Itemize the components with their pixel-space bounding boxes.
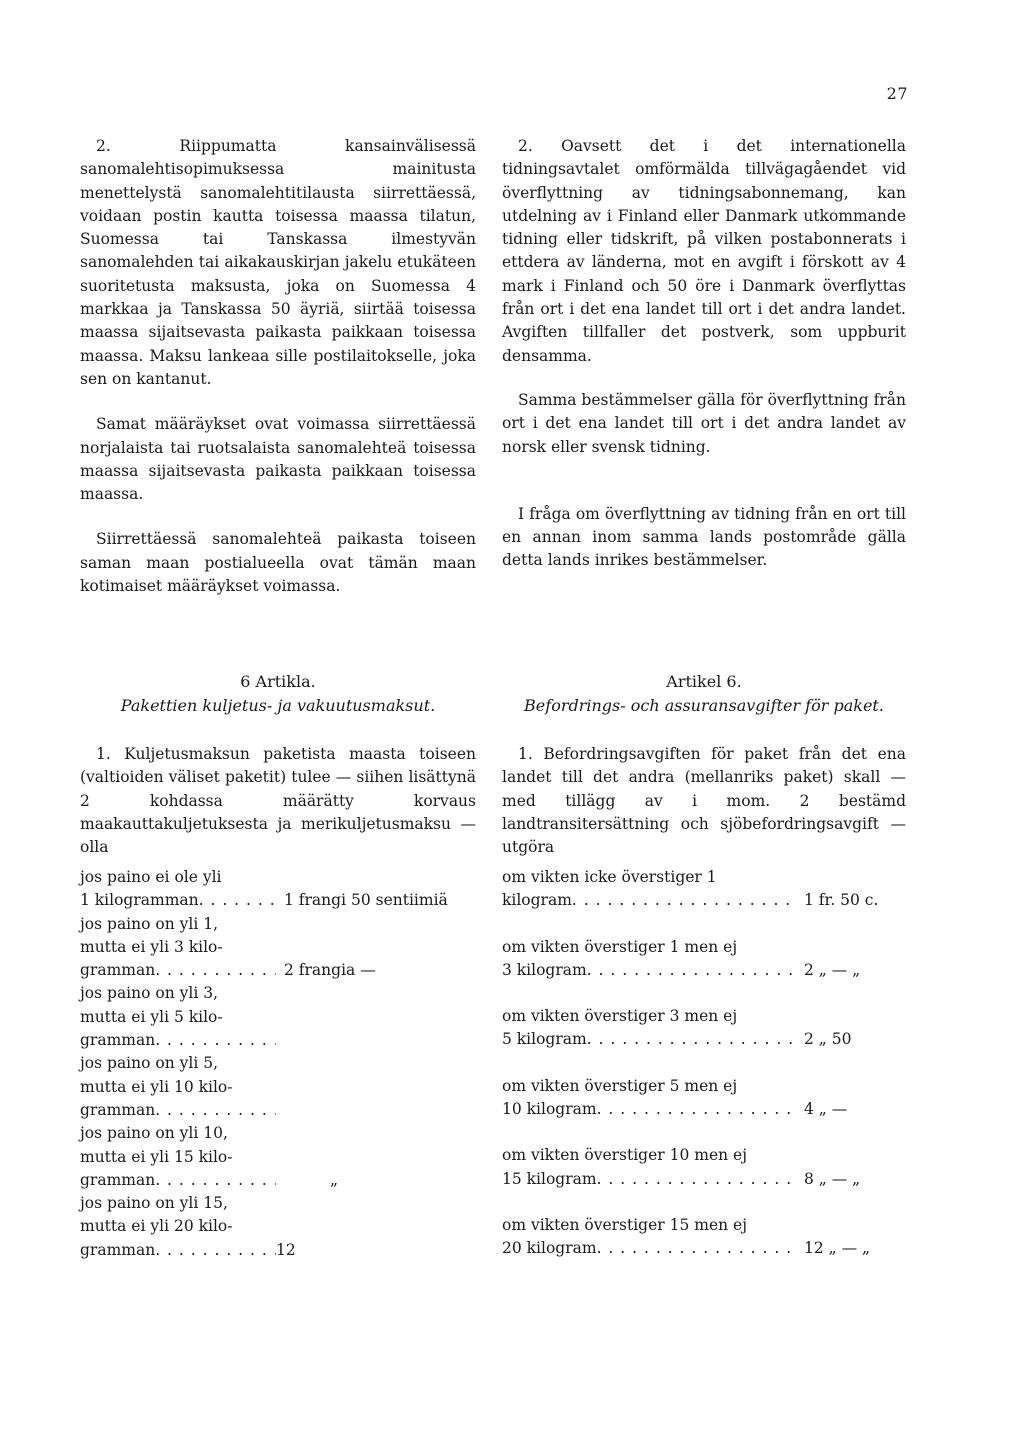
row-condition: jos paino on yli 3, bbox=[80, 984, 219, 1003]
row-condition: mutta ei yli 3 kilo- bbox=[80, 937, 223, 956]
table-row bbox=[80, 982, 476, 1052]
leader-dots bbox=[155, 959, 276, 982]
row-weight: 1 kilogramman bbox=[80, 891, 199, 910]
finnish-article-subtitle: Pakettien kuljetus- ja vakuutusmaksut. bbox=[120, 696, 436, 715]
row-condition: om vikten överstiger 1 men ej bbox=[502, 937, 738, 956]
table-row bbox=[502, 1214, 906, 1261]
table-row bbox=[80, 866, 476, 913]
finnish-tariff-intro-text: 1. Kuljetusmaksun paketista maasta toiseen (valtioiden väliset paketit) tulee — siihen lisättynä 2 kohdassa määrätty korvaus maakauttakuljetuksesta ja merikuljetusmaksu — olla bbox=[80, 745, 476, 857]
row-weight: 10 kilogram bbox=[502, 1100, 597, 1119]
leader-dots bbox=[597, 1168, 798, 1191]
leader-dots bbox=[199, 889, 276, 912]
row-weight: gramman bbox=[80, 1100, 156, 1119]
row-amount: 4 „ — bbox=[804, 1100, 848, 1119]
swedish-tariff-intro-text: 1. Befordringsavgiften för paket från det ena landet till det andra (mellanriks paket) skall — med tillägg av i mom. 2 bestämd landtransitersättning och sjöbefordringsavgift — utgöra bbox=[502, 745, 906, 857]
row-condition: om vikten icke överstiger 1 bbox=[502, 868, 717, 886]
row-condition: om vikten överstiger 3 men ej bbox=[502, 1007, 738, 1026]
row-weight: gramman bbox=[80, 961, 156, 980]
row-weight: 15 kilogram bbox=[502, 1169, 597, 1188]
table-row bbox=[80, 1192, 476, 1262]
row-condition: jos paino on yli 5, bbox=[80, 1054, 219, 1073]
row-weight: gramman bbox=[80, 1240, 156, 1259]
leader-dots bbox=[572, 889, 798, 912]
leader-dots bbox=[155, 1029, 276, 1052]
row-amount: 12 „ — „ bbox=[804, 1239, 871, 1258]
finnish-article-title: 6 Artikla. bbox=[240, 672, 316, 691]
table-row bbox=[80, 913, 476, 983]
row-weight: 3 kilogram bbox=[502, 960, 587, 979]
table-row bbox=[502, 866, 906, 913]
row-amount: „ bbox=[330, 1170, 339, 1189]
finnish-paragraph-3: Siirrettäessä sanomalehteä paikasta toiseen saman maan postialueella ovat tämän maan kotimaiset määräykset voimassa. bbox=[80, 530, 476, 596]
row-condition: jos paino on yli 15, bbox=[80, 1194, 228, 1213]
swedish-paragraph-2: Samma bestämmelser gälla för överflyttning från ort i det ena landet till ort i det andra landet av norsk eller svensk tidning. bbox=[502, 390, 906, 456]
row-weight: 20 kilogram bbox=[502, 1239, 597, 1258]
swedish-article-subtitle: Befordrings- och assuransavgifter för paket. bbox=[524, 696, 884, 715]
swedish-tariff-table bbox=[502, 866, 906, 1261]
leader-dots bbox=[587, 1028, 798, 1051]
table-row bbox=[80, 1052, 476, 1122]
swedish-paragraph-1: 2. Oavsett det i det internationella tidningsavtalet omförmälda tillvägagåendet vid överflyttning av tidningsabonnemang, kan utdelning av i Finland eller Danmark utkommande tidning eller tidskrift, på vilken postabonnerats i ettdera av länderna, mot en avgift i förskott av 4 mark i Finland och 50 öre i Danmark överflyttas från ort i det ena landet till ort i det andra landet. Avgiften tillfaller det postverk, som uppburit densamma. bbox=[502, 137, 906, 365]
row-weight: gramman bbox=[80, 1031, 156, 1050]
row-amount: 2 „ 50 bbox=[804, 1030, 852, 1049]
row-condition: jos paino on yli 10, bbox=[80, 1124, 228, 1143]
table-row bbox=[502, 1075, 906, 1122]
row-amount: 8 „ — „ bbox=[804, 1169, 861, 1188]
row-weight: gramman bbox=[80, 1170, 156, 1189]
finnish-paragraph-1: 2. Riippumatta kansainvälisessä sanomalehtisopimuksessa mainitusta menettelystä sanomalehtitilausta siirrettäessä, voidaan postin kautta toisessa maassa tilatun, Suomessa tai Tanskassa ilmestyvän sanomalehden tai aikakauskirjan jakelu etukäteen suoritetusta maksusta, joka on Suomessa 4 markkaa ja Tanskassa 50 äyriä, siirtää toisessa maassa sijaitsevasta paikasta paikkaan toisessa maassa. Maksu lankeaa sille postilaitokselle, joka sen on kantanut. bbox=[80, 137, 476, 388]
row-condition: mutta ei yli 15 kilo- bbox=[80, 1147, 233, 1166]
leader-dots bbox=[597, 1098, 798, 1121]
leader-dots bbox=[155, 1239, 276, 1262]
row-condition: om vikten överstiger 5 men ej bbox=[502, 1076, 738, 1095]
row-amount: 1 fr. 50 c. bbox=[804, 891, 879, 910]
leader-dots bbox=[155, 1169, 276, 1192]
finnish-tariff-intro bbox=[80, 743, 476, 859]
finnish-paragraph-2: Samat määräykset ovat voimassa siirrettäessä norjalaista tai ruotsalaista sanomalehteä toisessa maassa sijaitsevasta paikasta paikkaan toisessa maassa. bbox=[80, 415, 476, 504]
row-condition: om vikten överstiger 10 men ej bbox=[502, 1146, 748, 1165]
row-weight: 5 kilogram bbox=[502, 1030, 587, 1049]
row-weight: kilogram bbox=[502, 891, 572, 910]
swedish-column bbox=[502, 135, 906, 573]
swedish-paragraph-3: I fråga om överflyttning av tidning från en ort till en annan inom samma lands postområde gälla detta lands inrikes bestämmelser. bbox=[502, 504, 906, 570]
swedish-article-title: Artikel 6. bbox=[666, 672, 742, 691]
table-row bbox=[502, 936, 906, 983]
table-row bbox=[502, 1005, 906, 1052]
leader-dots bbox=[597, 1237, 798, 1260]
page-number: 27 bbox=[886, 84, 908, 103]
table-row bbox=[502, 1144, 906, 1191]
leader-dots bbox=[587, 959, 798, 982]
row-condition: jos paino ei ole yli bbox=[80, 868, 222, 886]
row-condition: mutta ei yli 5 kilo- bbox=[80, 1007, 223, 1026]
leader-dots bbox=[155, 1099, 276, 1122]
table-row bbox=[80, 1122, 476, 1192]
row-condition: jos paino on yli 1, bbox=[80, 914, 219, 933]
finnish-column bbox=[80, 135, 476, 598]
swedish-article-heading bbox=[502, 669, 906, 718]
row-amount: 1 frangi 50 sentiimiä bbox=[284, 891, 448, 910]
row-condition: mutta ei yli 10 kilo- bbox=[80, 1077, 233, 1096]
finnish-tariff-table bbox=[80, 866, 476, 1262]
row-amount: 2 frangia — bbox=[284, 961, 376, 980]
row-condition: mutta ei yli 20 kilo- bbox=[80, 1217, 233, 1236]
row-amount: 2 „ — „ bbox=[804, 960, 861, 979]
row-condition: om vikten överstiger 15 men ej bbox=[502, 1215, 748, 1234]
row-amount: 12 bbox=[276, 1240, 296, 1259]
finnish-article-heading bbox=[80, 669, 476, 718]
swedish-tariff-intro bbox=[502, 743, 906, 859]
